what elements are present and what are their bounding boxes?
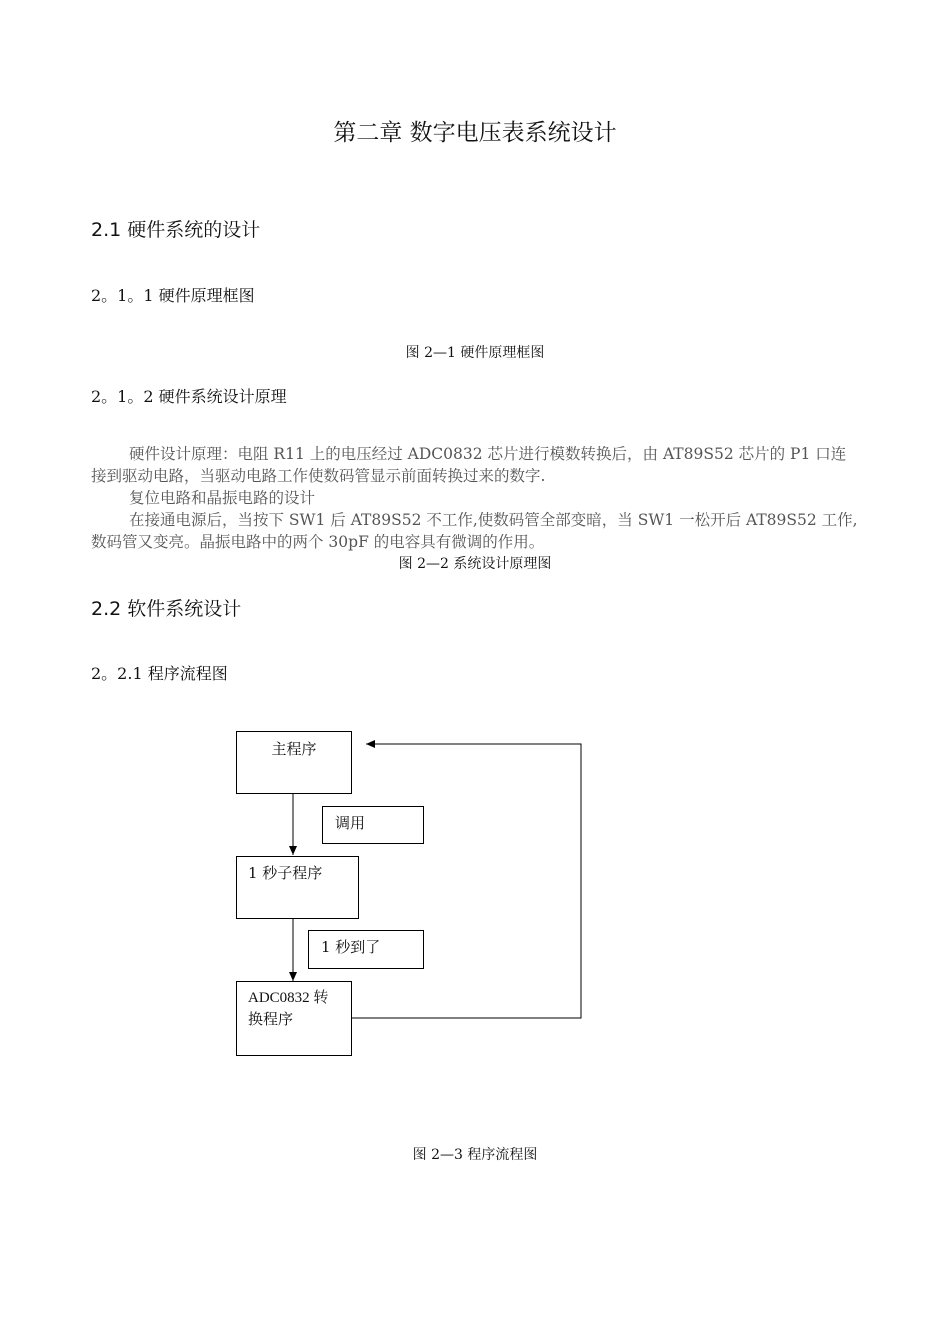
figure-caption-2-3: 图 2—3 程序流程图 [412,1147,538,1163]
subsection-heading-2-1-2: 2。1。2 硬件系统设计原理 [91,387,287,406]
chapter-title: 第二章 数字电压表系统设计 [333,120,617,146]
flow-label-call-text: 调用 [335,814,366,832]
paragraph-design-principle: 硬件设计原理：电阻 R11 上的电压经过 ADC0832 芯片进行模数转换后，由 AT89S52 芯片的 P1 口连接到驱动电路，当驱动电路工作使数码管显示前面转换过来的数字. [91,445,847,485]
flow-label-call [322,806,424,844]
figure-caption-2-1: 图 2—1 硬件原理框图 [405,345,545,361]
flow-box-adc-conversion [236,981,352,1056]
arrow-adc-loop-back [352,744,581,1018]
flow-label-one-second-reached-text: 1 秒到了 [321,938,381,956]
flow-box-main-program [236,731,352,794]
flow-box-adc-conversion-line2: 换程序 [248,1012,294,1028]
flow-box-adc-conversion-line1: ADC0832 转 [248,990,329,1006]
paragraph-reset-title: 复位电路和晶振电路的设计 [129,489,316,507]
figure-caption-2-2: 图 2—2 系统设计原理图 [398,556,552,572]
section-heading-2-1: 2.1 硬件系统的设计 [91,219,261,241]
flow-label-one-second-reached [308,930,424,969]
subsection-heading-2-1-1: 2。1。1 硬件原理框图 [91,286,255,305]
subsection-heading-2-2-1: 2。2.1 程序流程图 [91,664,228,683]
paragraph-reset-body: 在接通电源后，当按下 SW1 后 AT89S52 不工作,使数码管全部变暗，当 SW1 一松开后 AT89S52 工作,数码管又变亮。晶振电路中的两个 30pF 的电容具有微调的作用。 [91,511,858,551]
section-heading-2-2: 2.2 软件系统设计 [91,598,242,620]
flow-box-main-program-label: 主程序 [271,740,317,758]
flow-box-one-second-subroutine [236,856,359,919]
flow-box-one-second-subroutine-label: 1 秒子程序 [248,864,323,882]
